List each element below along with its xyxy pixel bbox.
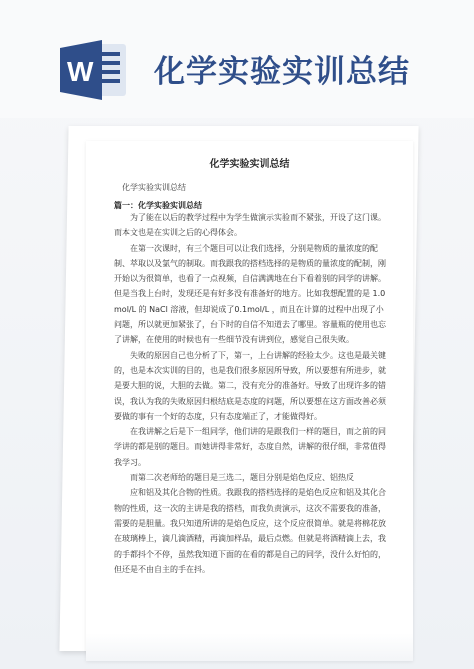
document-subtitle: 化学实验实训总结 — [122, 183, 186, 192]
page-title: 化学实验实训总结 — [154, 54, 410, 90]
document-page — [86, 141, 413, 661]
paragraph-next-group: 在我讲解之后是下一组同学，他们讲的是跟我们一样的题目，而之前的同学讲的都是别的题目。而她讲得非常好，态度自然，讲解的很仔细，非常值得我学习。 — [114, 427, 386, 467]
paragraph-failure-reasons: 失败的原因自己也分析了下，第一，上台讲解的经验太少。这也是最关键的，也是本次实训的目的，也是我们很多原因所导致，所以要想有所进步，就是要大胆的说，大胆的去做。第二，没有充分的准备好。导致了出现许多的错误，我认为我的失败原因归根结底是态度的问题，所以要想在这方面改善必须要做的事有一个好的态度，只有态度端正了，才能做得好。 — [114, 350, 386, 421]
paragraph-intro: 为了能在以后的教学过程中为学生做演示实验而不紧张，开设了这门课。而本文也是在实训之后的心得体会。 — [114, 213, 386, 238]
paragraph-flame-test: 应和铝及其化合物的性质。我跟我的搭档选择的是焰色反应和铝及其化合物的性质，这一次的主讲是我的搭档，而我负责演示，这次不需要我的准备，需要的是胆量。我只知道所讲的是焰色反应，这个反应很简单。就是将棉花放在玻璃棒上，滴几滴酒精，再滴加样品，最后点燃。但就是将酒精滴上去，我的手都抖个不停，虽然我知道下面的在看的都是自己的同学，没什么好怕的，但还是不由自主的手在抖。 — [114, 488, 386, 574]
word-logo-icon — [58, 38, 128, 102]
section-heading: 篇一：化学实验实训总结 — [114, 201, 202, 210]
document-body — [114, 210, 391, 577]
paragraph-first-class: 在第一次课时，有三个题目可以让我们选择，分别是物质的量浓度的配制、萃取以及氯气的制取。而我跟我的搭档选择的是物质的量浓度的配制，刚开始以为很简单，也看了一点视频，自信满满地在台下看着别的同学的讲解。但是当我上台时，发现还是有好多没有准备好的地方。比如我想配置的是 1.0mol/L 的 NaCl 溶液，但却说成了0.1mol/L ，而且在计算的过程中出现了小问题，所以就更加紧张了，台下时的自信不知道去了哪里。容量瓶的使用也忘了讲解，在使用的时候也有一些细节没有讲到位，感觉自己很失败。 — [114, 243, 386, 345]
header-banner — [0, 0, 474, 118]
paragraph-second-class: 而第二次老师给的题目是三选二，题目分别是焰色反应、铝热反 — [130, 473, 354, 483]
page-fade — [86, 633, 413, 661]
document-heading: 化学实验实训总结 — [209, 159, 290, 170]
svg-text:W: W — [67, 56, 94, 87]
